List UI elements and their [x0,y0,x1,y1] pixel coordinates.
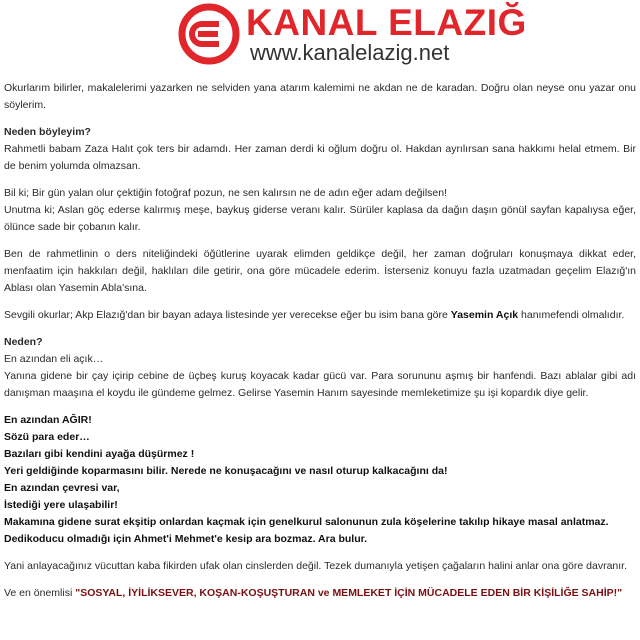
paragraph-conclusion [4,585,636,602]
candidate-text: Sevgili okurlar; Akp Elazığ'dan bir bayan adaya listesinde yer verecekse eğer bu isim bana göre [4,309,451,321]
paragraph-lion: Unutma ki; Aslan göç ederse kalırmış meşe, baykuş giderse veranı kalır. Sürüler kaplasa da dağın daşın gönül sayfan kapalıysa eğer, ölünce sade bir çobanın kalır. [4,204,636,233]
list-item: En azından çevresi var, [4,482,120,494]
candidate-text-end: hanımefendi olmalıdır. [518,309,625,321]
paragraph-intro: Okurlarım bilirler, makalelerimi yazarken ne selviden yana atarım kalemimi ne akdan ne de karadan. Doğru olan neyse onu yazar onu söylerim. [4,82,636,111]
paragraph-tea: Yanına gidene bir çay içirip cebine de üçbeş kuruş koyacak kadar gücü var. Para sorununu aşmış bir hanfendi. Bazı ablalar gibi adı danışman maaşına el koydu ile gündeme gelmez. Gelirse Yasemin Hanım sayesinde memleketimize şu işi kopardık diye gelir. [4,370,636,399]
paragraph-father: Rahmetli babam Zaza Halıt çok ters bir adamdı. Her zaman derdi ki oğlum doğru ol. Hakdan ayrılırsan sana hakkımı helal etmem. Bir de benim yolumda olmazsan. [4,143,636,172]
heading-why: Neden böyleyim? [4,126,91,138]
paragraph-candidate [4,307,636,324]
list-item: Yeri geldiğinde koparmasını bilir. Nerede ne konuşacağını ve nasıl oturup kalkacağını da! [4,465,448,477]
kanal-elazig-logo-icon [178,3,240,65]
brand-name: KANAL ELAZIĞ [246,2,527,43]
paragraph-understanding: Yani anlayacağınız vücuttan kaba fikirden ufak olan cinslerden değil. Tezek dumanıyla yetişen çağaların halini anlar ona göre davranır. [4,560,627,572]
conclusion-text: Ve en önemlisi [4,587,76,599]
conclusion-highlight: "SOSYAL, İYİLİKSEVER, KOŞAN-KOŞUŞTURAN ve MEMLEKET İÇİN MÜCADELE EDEN BİR KİŞİLİĞE SAHİP!" [75,587,623,599]
list-item: Makamına gidene surat ekşitip onlardan kaçmak için genelkurul salonunun zula köşelerine takılıp hikaye masal anlatmaz. [4,516,609,528]
list-item: Sözü para eder… [4,431,90,443]
candidate-name: Yasemin Açık [450,309,519,321]
list-item: Dedikoducu olmadığı için Ahmet'i Mehmet'e kesip ara bozmaz. Ara bulur. [4,533,368,545]
list-item: Bazıları gibi kendini ayağa düşürmez ! [4,448,195,460]
heading-reason: Neden? [4,336,43,348]
list-item: İstediği yere ulaşabilir! [4,499,118,511]
site-url[interactable]: www.kanalelazig.net [250,40,450,65]
paragraph-photo: Bil ki; Bir gün yalan olur çektiğin fotoğraf pozun, ne sen kalırsın ne de adın eğer adam değilsen! [4,187,448,199]
site-header [0,0,640,70]
paragraph-open-hand: En azından eli açık… [4,353,104,365]
list-item: En azından AĞIR! [4,414,92,426]
qualities-list [4,412,636,548]
article-body [4,80,636,602]
paragraph-advice: Ben de rahmetlinin o ders niteliğindeki öğütlerine uyarak elimden geldikçe değil, her zaman doğruları konuşmaya dikkat eder, menfaatim için hakkıları değil, haklıları dile getirir, ona göre mücadele ederim. İsterseniz konuyu fazla uzatmadan geçelim Elazığ'ın Ablası olan Yasemin Abla'sına. [4,248,636,294]
